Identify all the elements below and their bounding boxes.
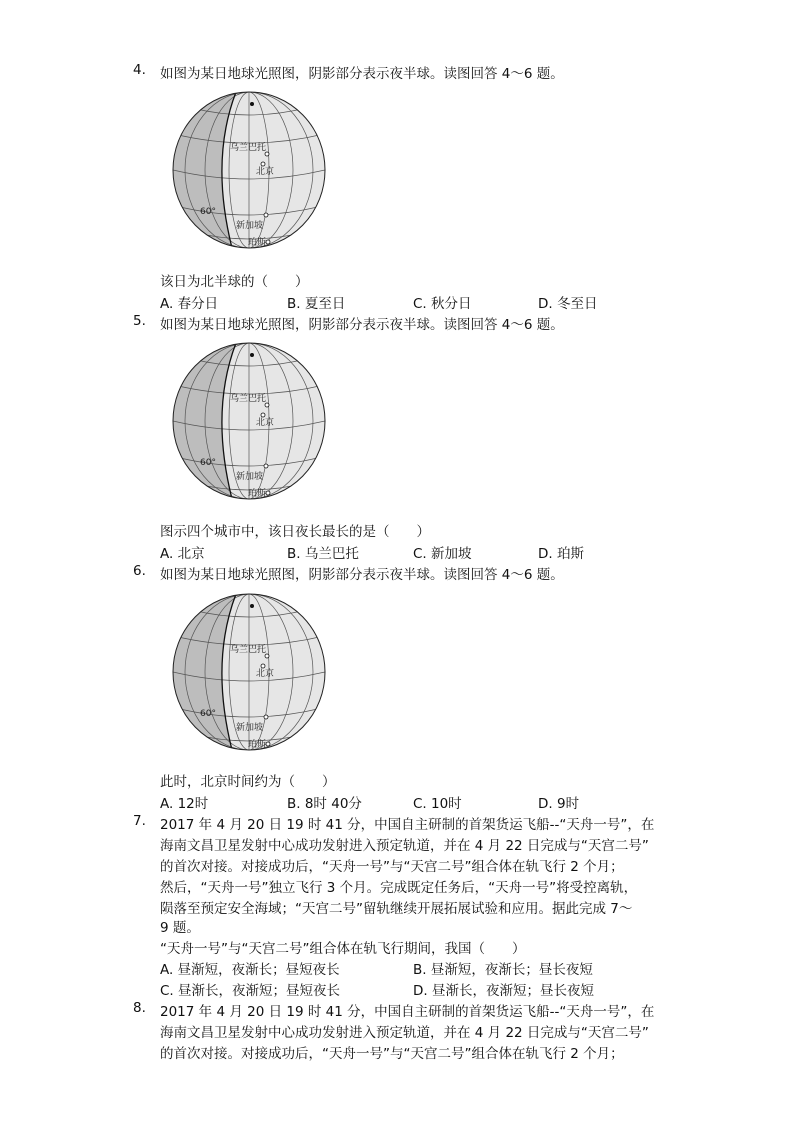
question-4-text: 该日为北半球的（ ） (160, 274, 309, 290)
question-4-stem: 如图为某日地球光照图，阴影部分表示夜半球。读图回答 4～6 题。 (160, 66, 564, 82)
question-8-number: 8. (133, 1000, 146, 1016)
question-5-option-d[interactable]: D. 珀斯 (538, 546, 584, 562)
label-beijing: 北京 (256, 167, 275, 177)
question-6-option-a[interactable]: A. 12时 (160, 796, 209, 812)
label-lat-60: 60° (200, 709, 216, 719)
question-4-option-d[interactable]: D. 冬至日 (538, 296, 598, 312)
question-7-option-c[interactable]: C. 昼渐长，夜渐短；昼短夜长 (160, 983, 341, 999)
question-7-passage-line: 海南文昌卫星发射中心成功发射进入预定轨道，并在 4 月 22 日完成与“天宫二号” (160, 838, 649, 854)
question-7-option-b[interactable]: B. 昼渐短，夜渐长；昼长夜短 (413, 962, 593, 978)
question-6-stem: 如图为某日地球光照图，阴影部分表示夜半球。读图回答 4～6 题。 (160, 567, 564, 583)
label-ulaanbaatar: 乌兰巴托 (230, 645, 267, 655)
question-8-passage-line: 2017 年 4 月 20 日 19 时 41 分，中国自主研制的首架货运飞船--“天舟一号”，在 (160, 1004, 655, 1020)
question-7-option-d[interactable]: D. 昼渐长，夜渐短；昼长夜短 (413, 983, 594, 999)
question-8-passage-line: 海南文昌卫星发射中心成功发射进入预定轨道，并在 4 月 22 日完成与“天宫二号” (160, 1025, 649, 1041)
label-ulaanbaatar: 乌兰巴托 (230, 143, 267, 153)
globe-figure (170, 592, 328, 752)
question-5-number: 5. (133, 313, 146, 329)
label-lat-60: 60° (200, 207, 216, 217)
question-6-option-b[interactable]: B. 8时 40分 (287, 796, 362, 812)
question-7-passage-line: 的首次对接。对接成功后，“天舟一号”与“天宫二号”组合体在轨飞行 2 个月； (160, 859, 624, 875)
question-7-passage-line: 陨落至预定安全海域；“天宫二号”留轨继续开展拓展试验和应用。据此完成 7～ (160, 901, 633, 917)
globe-figure (170, 90, 328, 250)
question-6-number: 6. (133, 563, 146, 579)
question-5-option-a[interactable]: A. 北京 (160, 546, 205, 562)
label-singapore: 新加坡 (236, 472, 264, 482)
earth-illumination-map (170, 90, 328, 250)
label-singapore: 新加坡 (236, 723, 264, 733)
question-5-stem: 如图为某日地球光照图，阴影部分表示夜半球。读图回答 4～6 题。 (160, 317, 564, 333)
label-beijing: 北京 (256, 669, 275, 679)
label-beijing: 北京 (256, 418, 275, 428)
label-perth: 珀斯 (248, 238, 267, 248)
question-4-option-c[interactable]: C. 秋分日 (413, 296, 472, 312)
label-ulaanbaatar: 乌兰巴托 (230, 394, 267, 404)
earth-illumination-map (170, 341, 328, 501)
question-7-number: 7. (133, 813, 146, 829)
question-5-text: 图示四个城市中，该日夜长最长的是（ ） (160, 524, 430, 540)
question-4-number: 4. (133, 62, 146, 78)
question-7-passage-line: 9 题。 (160, 920, 200, 936)
question-6-text: 此时，北京时间约为（ ） (160, 774, 336, 790)
question-6-option-c[interactable]: C. 10时 (413, 796, 462, 812)
label-lat-60: 60° (200, 458, 216, 468)
question-7-option-a[interactable]: A. 昼渐短，夜渐长；昼短夜长 (160, 962, 340, 978)
question-7-passage-line: 然后，“天舟一号”独立飞行 3 个月。完成既定任务后，“天舟一号”将受控离轨， (160, 880, 638, 896)
question-5-option-c[interactable]: C. 新加坡 (413, 546, 472, 562)
earth-illumination-map (170, 592, 328, 752)
question-5-option-b[interactable]: B. 乌兰巴托 (287, 546, 359, 562)
question-7-text: “天舟一号”与“天宫二号”组合体在轨飞行期间，我国（ ） (160, 941, 526, 957)
question-8-passage-line: 的首次对接。对接成功后，“天舟一号”与“天宫二号”组合体在轨飞行 2 个月； (160, 1046, 624, 1062)
question-7-passage-line: 2017 年 4 月 20 日 19 时 41 分，中国自主研制的首架货运飞船--“天舟一号”，在 (160, 817, 655, 833)
label-singapore: 新加坡 (236, 221, 264, 231)
label-perth: 珀斯 (248, 740, 267, 750)
label-perth: 珀斯 (248, 489, 267, 499)
question-6-option-d[interactable]: D. 9时 (538, 796, 580, 812)
question-4-option-b[interactable]: B. 夏至日 (287, 296, 346, 312)
globe-figure (170, 341, 328, 501)
question-4-option-a[interactable]: A. 春分日 (160, 296, 219, 312)
